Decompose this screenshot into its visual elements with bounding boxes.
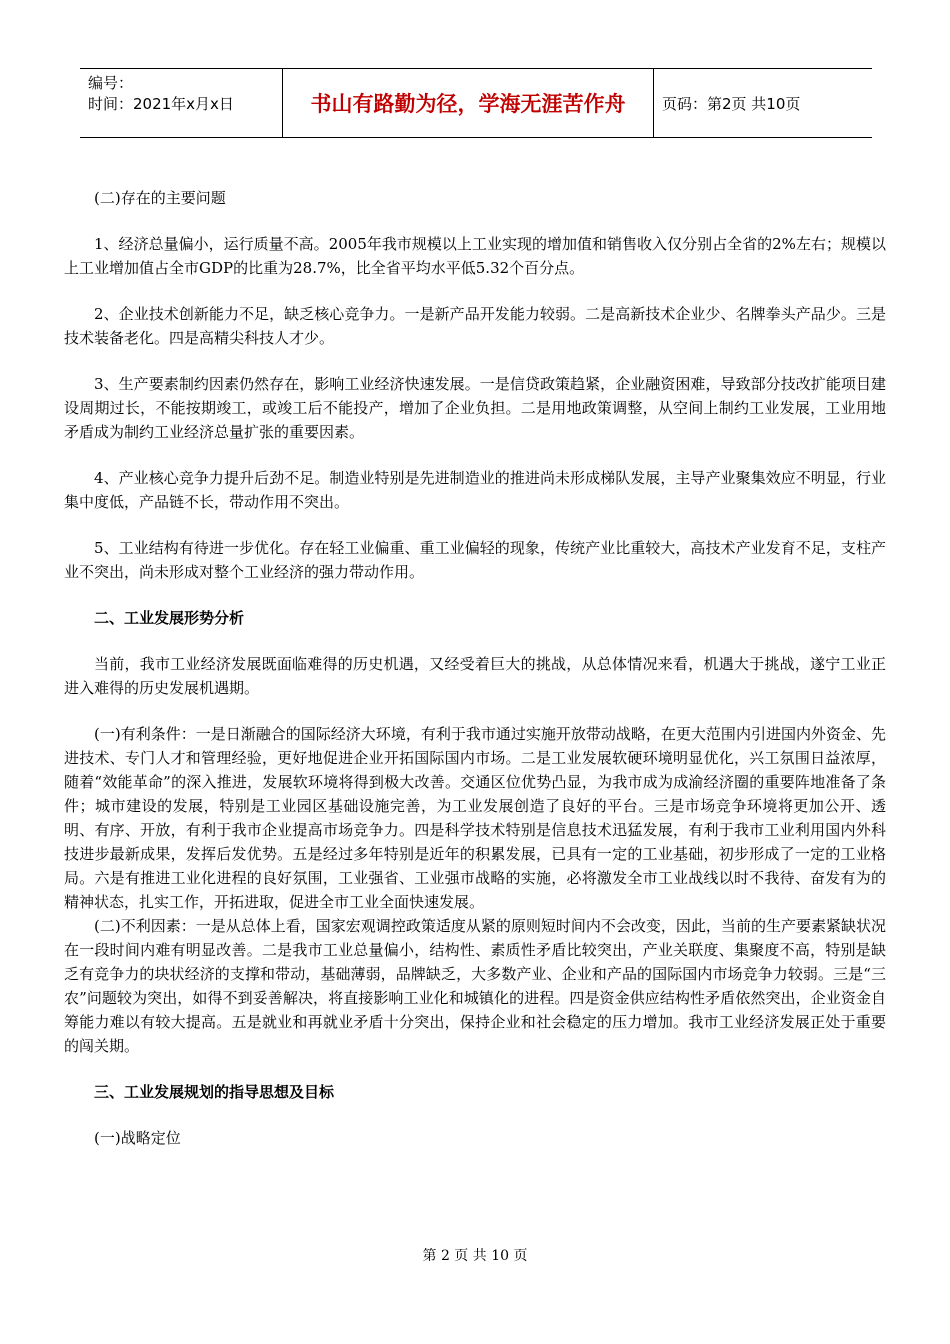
paragraph: 4、产业核心竞争力提升后劲不足。制造业特别是先进制造业的推进尚未形成梯队发展，主导产业聚集效应不明显，行业集中度低，产品链不长，带动作用不突出。 — [64, 469, 886, 511]
header-page-info: 页码：第2页 共10页 — [662, 94, 801, 113]
paragraph: (一)有利条件：一是日渐融合的国际经济大环境，有利于我市通过实施开放带动战略，在更大范围内引进国内外资金、先进技术、专门人才和管理经验，更好地促进企业开拓国际国内市场。二是工业发展软硬环境明显优化，兴工氛围日益浓厚，随着“效能革命”的深入推进，发展软环境将得到极大改善。交通区位优势凸显，为我市成为成渝经济圈的重要阵地准备了条件；城市建设的发展，特别是工业园区基础设施完善，为工业发展创造了良好的平台。三是市场竞争环境将更加公开、透明、有序、开放，有利于我市企业提高市场竞争力。四是科学技术特别是信息技术迅猛发展，有利于我市工业利用国内外科技进步最新成果，发挥后发优势。五是经过多年特别是近年的积累发展，已具有一定的工业基础，初步形成了一定的工业格局。六是有推进工业化进程的良好氛围，工业强省、工业强市战略的实施，必将激发全市工业战线以时不我待、奋发有为的精神状态，扎实工作，开拓进取，促进全市工业全面快速发展。 — [64, 725, 886, 911]
paragraph: 5、工业结构有待进一步优化。存在轻工业偏重、重工业偏轻的现象，传统产业比重较大，高技术产业发育不足，支柱产业不突出，尚未形成对整个工业经济的强力带动作用。 — [64, 539, 886, 581]
page-header — [80, 68, 872, 138]
document-number-label: 编号： — [88, 74, 134, 92]
paragraph: 1、经济总量偏小，运行质量不高。2005年我市规模以上工业实现的增加值和销售收入仅分别占全省的2%左右；规模以上工业增加值占全市GDP的比重为28.7%，比全省平均水平低5.32个百分点。 — [64, 235, 886, 277]
paragraph: 当前，我市工业经济发展既面临难得的历史机遇，又经受着巨大的挑战，从总体情况来看，机遇大于挑战，遂宁工业正进入难得的历史发展机遇期。 — [64, 655, 886, 697]
subheading-main-problems: (二)存在的主要问题 — [94, 189, 226, 207]
section-heading: 二、工业发展形势分析 — [94, 609, 245, 627]
subheading-strategic-positioning: (一)战略定位 — [94, 1129, 181, 1147]
document-date: 时间：2021年x月x日 — [88, 95, 234, 113]
page-footer: 第 2 页 共 10 页 — [422, 1248, 528, 1264]
paragraph: 2、企业技术创新能力不足，缺乏核心竞争力。一是新产品开发能力较弱。二是高新技术企业少、名牌拳头产品少。三是技术装备老化。四是高精尖科技人才少。 — [64, 305, 886, 347]
document-body — [64, 186, 886, 1150]
paragraph: 3、生产要素制约因素仍然存在，影响工业经济快速发展。一是信贷政策趋紧，企业融资困难，导致部分技改扩能项目建设周期过长，不能按期竣工，或竣工后不能投产，增加了企业负担。二是用地政策调整，从空间上制约工业发展，工业用地矛盾成为制约工业经济总量扩张的重要因素。 — [64, 375, 886, 441]
paragraph: (二)不利因素：一是从总体上看，国家宏观调控政策适度从紧的原则短时间内不会改变，因此，当前的生产要素紧缺状况在一段时间内难有明显改善。二是我市工业总量偏小，结构性、素质性矛盾比较突出，产业关联度、集聚度不高，特别是缺乏有竞争力的块状经济的支撑和带动，基础薄弱，品牌缺乏，大多数产业、企业和产品的国际国内市场竞争力较弱。三是“三农”问题较为突出，如得不到妥善解决，将直接影响工业化和城镇化的进程。四是资金供应结构性矛盾依然突出，企业资金自筹能力难以有较大提高。五是就业和再就业矛盾十分突出，保持企业和社会稳定的压力增加。我市工业经济发展正处于重要的闯关期。 — [64, 917, 886, 1055]
header-meta — [80, 69, 282, 137]
section-heading: 三、工业发展规划的指导思想及目标 — [94, 1083, 335, 1101]
header-motto: 书山有路勤为径，学海无涯苦作舟 — [282, 69, 654, 137]
